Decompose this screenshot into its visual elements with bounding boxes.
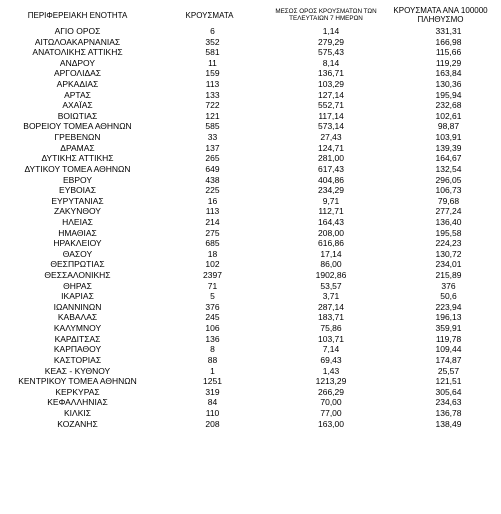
cell-cases: 1251 — [203, 376, 222, 387]
cell-unit: ΚΑΡΔΙΤΣΑΣ — [54, 333, 101, 344]
cell-cases: 16 — [207, 195, 218, 206]
cell-per100k: 136,78 — [435, 407, 462, 418]
cell-cases: 88 — [207, 354, 218, 365]
cell-avg7: 183,71 — [318, 312, 344, 323]
cell-unit: ΑΓΙΟ ΟΡΟΣ — [54, 26, 101, 36]
cell-per100k: 234,01 — [435, 259, 462, 270]
table-row — [4, 270, 497, 281]
cell-avg7: 127,14 — [318, 89, 344, 100]
cell-unit: ΚΑΡΠΑΘΟΥ — [53, 344, 102, 355]
cell-cases: 319 — [205, 386, 220, 397]
cell-avg7: 136,71 — [318, 68, 344, 79]
cell-avg7: 266,29 — [318, 386, 344, 397]
cell-unit: ΖΑΚΥΝΘΟΥ — [54, 206, 101, 217]
cell-per100k: 331,31 — [435, 26, 462, 36]
cell-unit: ΔΥΤΙΚΟΥ ΤΟΜΕΑ ΑΘΗΝΩΝ — [24, 163, 131, 174]
header-row — [4, 4, 497, 26]
cell-unit: ΙΚΑΡΙΑΣ — [61, 291, 94, 302]
cell-avg7: 69,43 — [320, 354, 342, 365]
cell-cases: 113 — [205, 79, 220, 90]
cell-unit: ΕΥΡΥΤΑΝΙΑΣ — [51, 195, 104, 206]
cell-per100k: 25,57 — [437, 365, 460, 376]
cell-avg7: 575,43 — [318, 47, 344, 58]
cell-cases: 225 — [205, 185, 220, 196]
cell-unit: ΙΩΑΝΝΙΝΩΝ — [53, 301, 102, 312]
cell-unit: ΘΗΡΑΣ — [63, 280, 92, 291]
cell-cases: 6 — [210, 26, 215, 36]
cell-unit: ΑΧΑΪΑΣ — [62, 100, 93, 111]
table-body — [4, 26, 497, 429]
cell-cases: 121 — [205, 110, 220, 121]
table-row — [4, 37, 497, 48]
cell-avg7: 70,00 — [320, 397, 342, 408]
cell-unit: ΗΡΑΚΛΕΙΟΥ — [53, 238, 102, 249]
table-row — [4, 111, 497, 122]
cell-avg7: 552,71 — [318, 100, 344, 111]
cell-unit: ΚΕΡΚΥΡΑΣ — [55, 386, 100, 397]
cell-unit: ΚΑΣΤΟΡΙΑΣ — [53, 354, 102, 365]
cell-cases: 84 — [207, 397, 218, 408]
table-row — [4, 376, 497, 387]
cell-avg7: 208,00 — [318, 227, 344, 238]
cell-unit: ΔΡΑΜΑΣ — [60, 142, 95, 153]
cell-unit: ΒΟΡΕΙΟΥ ΤΟΜΕΑ ΑΘΗΝΩΝ — [23, 121, 132, 132]
cell-per100k: 223,94 — [435, 301, 462, 312]
cell-cases: 2397 — [203, 270, 222, 281]
table-row — [4, 47, 497, 58]
cell-avg7: 1,14 — [322, 26, 340, 36]
cell-cases: 275 — [205, 227, 220, 238]
cell-avg7: 8,14 — [322, 57, 340, 68]
cell-per100k: 106,73 — [435, 185, 462, 196]
cell-unit: ΘΕΣΠΡΩΤΙΑΣ — [50, 259, 105, 270]
cell-cases: 133 — [205, 89, 220, 100]
cell-avg7: 53,57 — [320, 280, 342, 291]
table-row — [4, 387, 497, 398]
cell-avg7: 27,43 — [320, 132, 342, 143]
cell-cases: 136 — [205, 333, 220, 344]
table-row — [4, 281, 497, 292]
cell-unit: ΑΝΔΡΟΥ — [59, 57, 96, 68]
cell-avg7: 103,29 — [318, 79, 344, 90]
cell-unit: ΚΑΒΑΛΑΣ — [57, 312, 98, 323]
cell-unit: ΕΥΒΟΙΑΣ — [59, 185, 96, 196]
cell-unit: ΓΡΕΒΕΝΩΝ — [54, 132, 101, 143]
cell-per100k: 103,91 — [435, 132, 462, 143]
cell-avg7: 616,86 — [318, 238, 344, 249]
cell-avg7: 17,14 — [320, 248, 342, 259]
cell-avg7: 3,71 — [322, 291, 340, 302]
cell-per100k: 130,72 — [435, 248, 462, 259]
cell-per100k: 359,91 — [435, 323, 462, 334]
cell-per100k: 234,63 — [435, 397, 462, 408]
cell-cases: 722 — [205, 100, 220, 111]
cell-unit: ΘΑΣΟΥ — [62, 248, 93, 259]
table-row — [4, 68, 497, 79]
table-row — [4, 408, 497, 419]
cell-cases: 8 — [210, 344, 215, 355]
cell-per100k: 196,13 — [435, 312, 462, 323]
cell-cases: 438 — [205, 174, 220, 185]
table-row — [4, 344, 497, 355]
cell-per100k: 296,05 — [435, 174, 462, 185]
table-row — [4, 334, 497, 345]
cell-avg7: 75,86 — [320, 323, 342, 334]
table-row — [4, 291, 497, 302]
cell-per100k: 139,39 — [435, 142, 462, 153]
cell-per100k: 166,98 — [435, 36, 462, 47]
cell-cases: 352 — [205, 36, 220, 47]
cell-per100k: 115,66 — [435, 47, 462, 58]
cell-unit: ΑΡΚΑΔΙΑΣ — [56, 79, 99, 90]
cell-avg7: 573,14 — [318, 121, 344, 132]
table-row — [4, 206, 497, 217]
table-row — [4, 419, 497, 430]
cell-per100k: 232,68 — [435, 100, 462, 111]
cell-per100k: 224,23 — [435, 238, 462, 249]
cell-unit: ΗΛΕΙΑΣ — [62, 216, 93, 227]
cell-per100k: 121,51 — [435, 376, 462, 387]
cell-cases: 159 — [205, 68, 220, 79]
cell-per100k: 102,61 — [435, 110, 462, 121]
cell-per100k: 277,24 — [435, 206, 462, 217]
cell-cases: 1 — [210, 365, 215, 376]
cell-per100k: 138,49 — [435, 418, 462, 429]
table-row — [4, 153, 497, 164]
table-row — [4, 397, 497, 408]
cell-avg7: 7,14 — [322, 344, 340, 355]
table-row — [4, 90, 497, 101]
cell-cases: 5 — [210, 291, 215, 302]
cell-cases: 18 — [207, 248, 218, 259]
cell-cases: 685 — [205, 238, 220, 249]
cell-unit: ΒΟΙΩΤΙΑΣ — [57, 110, 98, 121]
table-row — [4, 79, 497, 90]
cell-per100k: 376 — [441, 280, 456, 291]
cell-avg7: 112,71 — [318, 206, 344, 217]
cell-unit: ΗΜΑΘΙΑΣ — [58, 227, 97, 238]
cell-per100k: 195,94 — [435, 89, 462, 100]
table-row — [4, 249, 497, 260]
cell-avg7: 9,71 — [322, 195, 340, 206]
cell-per100k: 50,6 — [440, 291, 457, 302]
cell-avg7: 1902,86 — [315, 270, 347, 281]
cell-unit: ΚΟΖΑΝΗΣ — [57, 418, 98, 429]
cell-avg7: 1,43 — [322, 365, 340, 376]
cell-cases: 245 — [205, 312, 220, 323]
table-row — [4, 132, 497, 143]
header-per100k: ΚΡΟΥΣΜΑΤΑ ΑΝΑ 100000 ΠΛΗΘΥΣΜΟ — [393, 6, 488, 24]
cell-cases: 102 — [205, 259, 220, 270]
header-cases: ΚΡΟΥΣΜΑΤΑ — [185, 10, 234, 20]
cell-avg7: 617,43 — [318, 163, 344, 174]
table-row — [4, 143, 497, 154]
table-row — [4, 175, 497, 186]
cell-per100k: 79,68 — [437, 195, 460, 206]
table-row — [4, 238, 497, 249]
cell-per100k: 215,89 — [435, 270, 462, 281]
table-row — [4, 185, 497, 196]
cell-cases: 11 — [208, 57, 217, 68]
cell-unit: ΔΥΤΙΚΗΣ ΑΤΤΙΚΗΣ — [41, 153, 114, 164]
cell-avg7: 281,00 — [318, 153, 344, 164]
table-row — [4, 26, 497, 37]
cell-unit: ΘΕΣΣΑΛΟΝΙΚΗΣ — [44, 270, 111, 281]
cell-per100k: 109,44 — [435, 344, 462, 355]
cell-cases: 113 — [205, 206, 220, 217]
cell-avg7: 234,29 — [318, 185, 344, 196]
table-row — [4, 100, 497, 111]
cell-per100k: 305,64 — [435, 386, 462, 397]
cell-avg7: 287,14 — [318, 301, 344, 312]
cell-unit: ΚΙΛΚΙΣ — [64, 407, 91, 418]
cell-avg7: 1213,29 — [315, 376, 347, 387]
table-row — [4, 217, 497, 228]
table-row — [4, 366, 497, 377]
cell-unit: ΑΡΓΟΛΙΔΑΣ — [53, 68, 102, 79]
cell-unit: ΑΡΤΑΣ — [64, 89, 91, 100]
cell-per100k: 195,58 — [435, 227, 462, 238]
table-row — [4, 58, 497, 69]
table-row — [4, 259, 497, 270]
cell-unit: ΚΕΝΤΡΙΚΟΥ ΤΟΜΕΑ ΑΘΗΝΩΝ — [18, 376, 137, 387]
cell-unit: ΚΕΑΣ - ΚΥΘΝΟΥ — [44, 365, 111, 376]
table-row — [4, 355, 497, 366]
header-unit: ΠΕΡΙΦΕΡΕΙΑΚΗ ΕΝΟΤΗΤΑ — [27, 10, 128, 20]
cell-cases: 33 — [207, 132, 218, 143]
cell-cases: 585 — [205, 121, 220, 132]
cell-avg7: 279,29 — [318, 36, 344, 47]
table-row — [4, 228, 497, 239]
cell-avg7: 117,14 — [318, 110, 344, 121]
cell-per100k: 132,54 — [435, 163, 462, 174]
cell-cases: 71 — [207, 280, 218, 291]
cell-unit: ΚΑΛΥΜΝΟΥ — [53, 323, 102, 334]
cell-cases: 137 — [205, 142, 220, 153]
cell-unit: ΕΒΡΟΥ — [62, 174, 92, 185]
cell-cases: 208 — [205, 418, 220, 429]
cell-cases: 649 — [205, 163, 220, 174]
cell-cases: 110 — [205, 407, 220, 418]
cell-unit: ΑΝΑΤΟΛΙΚΗΣ ΑΤΤΙΚΗΣ — [32, 47, 123, 58]
cell-avg7: 124,71 — [318, 142, 344, 153]
cell-avg7: 86,00 — [320, 259, 342, 270]
cell-avg7: 163,00 — [318, 418, 344, 429]
cell-unit: ΚΕΦΑΛΛΗΝΙΑΣ — [47, 397, 108, 408]
table-row — [4, 196, 497, 207]
cell-avg7: 103,71 — [318, 333, 344, 344]
covid-cases-table — [4, 4, 497, 429]
cell-per100k: 164,67 — [435, 153, 462, 164]
cell-cases: 265 — [205, 153, 220, 164]
header-avg7: ΜΕΣΟΣ ΟΡΟΣ ΚΡΟΥΣΜΑΤΩΝ ΤΩΝ ΤΕΛΕΥΤΑΙΩΝ 7 ΗΜΕΡΩΝ — [275, 7, 377, 22]
cell-cases: 214 — [205, 216, 220, 227]
cell-cases: 581 — [205, 47, 220, 58]
cell-per100k: 174,87 — [435, 354, 462, 365]
cell-per100k: 163,84 — [435, 68, 462, 79]
cell-per100k: 119,29 — [435, 57, 462, 68]
cell-per100k: 119,78 — [435, 333, 462, 344]
table-row — [4, 312, 497, 323]
cell-cases: 106 — [205, 323, 220, 334]
cell-avg7: 164,43 — [318, 216, 344, 227]
cell-unit: ΑΙΤΩΛΟΑΚΑΡΝΑΝΙΑΣ — [34, 36, 121, 47]
table-row — [4, 302, 497, 313]
cell-per100k: 98,87 — [437, 121, 460, 132]
cell-per100k: 136,40 — [435, 216, 462, 227]
table-row — [4, 121, 497, 132]
cell-per100k: 130,36 — [435, 79, 462, 90]
cell-avg7: 77,00 — [320, 407, 342, 418]
table-row — [4, 323, 497, 334]
cell-avg7: 404,86 — [318, 174, 344, 185]
cell-cases: 376 — [205, 301, 220, 312]
table-row — [4, 164, 497, 175]
